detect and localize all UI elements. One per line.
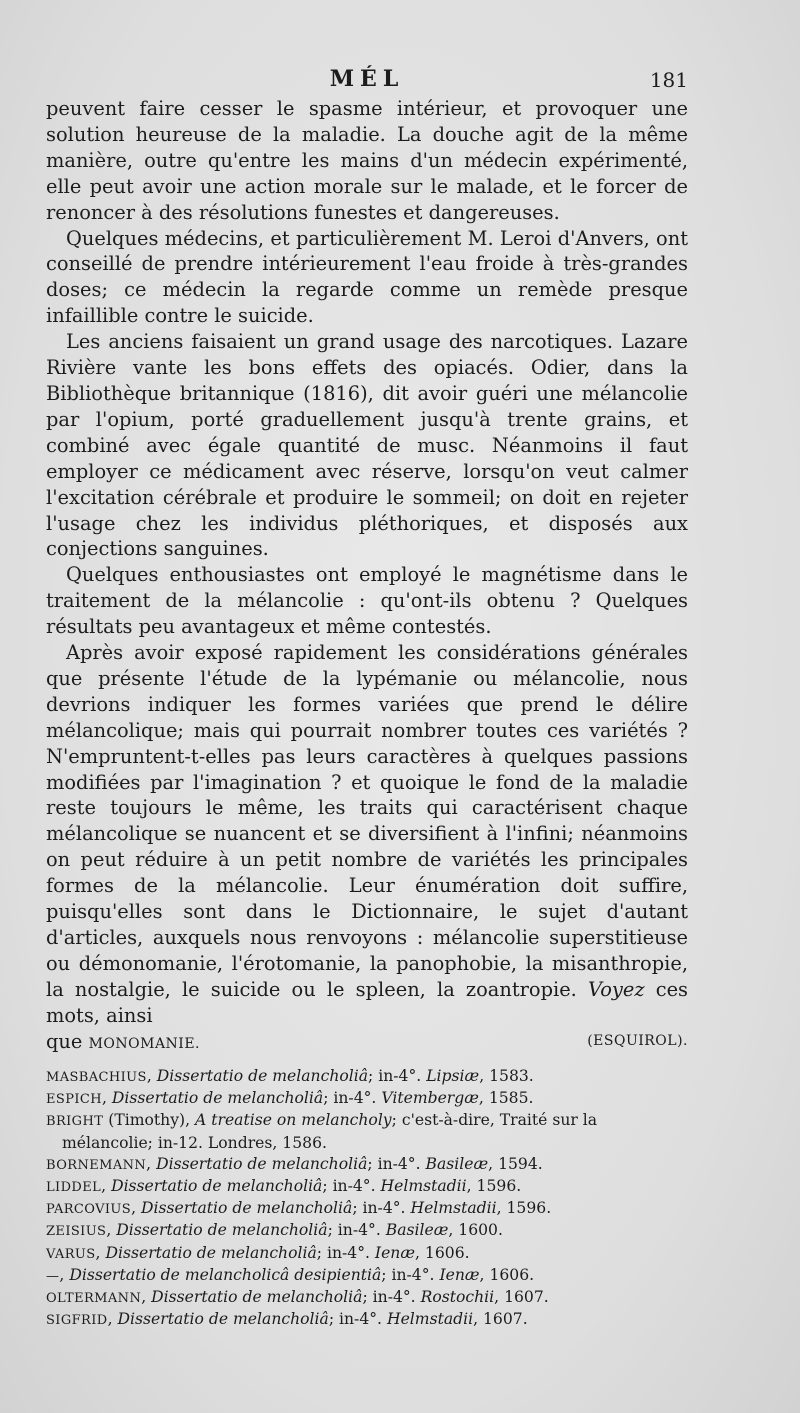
bib-title: Dissertatio de melancholicâ desipientiâ: [69, 1265, 382, 1284]
ces-mots: ces mots, ainsi: [46, 977, 688, 1027]
bib-year: , 1607.: [494, 1288, 549, 1307]
bib-format: ; in-4°.: [316, 1243, 370, 1262]
bib-author: BORNEMANN: [46, 1157, 147, 1173]
bib-author: MASBACHIUS: [46, 1070, 147, 1085]
bib-format: ; in-4°.: [323, 1089, 377, 1108]
bib-year: , 1607.: [473, 1310, 528, 1329]
bibliography-entry: LIDDEL, Dissertatio de melancholiâ; in-4°. Helmstadii, 1596.: [46, 1177, 522, 1196]
bibliography-entry: SIGFRID, Dissertatio de melancholiâ; in-4°. Helmstadii, 1607.: [46, 1310, 528, 1329]
bib-author: SIGFRID: [46, 1313, 108, 1329]
bib-author: ESPICH: [46, 1092, 102, 1108]
bib-format: ; in-4°.: [328, 1310, 382, 1329]
bib-place: Basileæ: [385, 1221, 449, 1240]
bib-format: ; in-4°.: [322, 1177, 376, 1196]
bib-author: PARCOVIUS: [46, 1202, 132, 1218]
bib-title: Dissertatio de melancholiâ: [116, 1221, 328, 1240]
bibliography-entry: [46, 1110, 688, 1153]
bib-place: Vitembergæ: [381, 1089, 479, 1108]
bib-year: , 1583.: [479, 1067, 534, 1085]
bibliography-entry: ESPICH, Dissertatio de melancholiâ; in-4°. Vitembergæ, 1585.: [46, 1089, 534, 1108]
bibliography-entry: MASBACHIUS, Dissertatio de melancholiâ; in-4°. Lipsiæ, 1583.: [46, 1067, 534, 1085]
bib-format: ; in-4°.: [352, 1199, 406, 1218]
bib-title: Dissertatio de melancholiâ: [105, 1243, 317, 1262]
bibliography-entry: BORNEMANN, Dissertatio de melancholiâ; in-4°. Basileæ, 1594.: [46, 1154, 543, 1173]
paragraph-narcotics: Les anciens faisaient un grand usage des narcotiques. Lazare Rivière vante les bons effets des opiacés. Odier, dans la Bibliothèque britannique (1816), dit avoir guéri une mélancolie par l'opium, porté graduellement jusqu'à trente grains, et combiné avec égale quantité de musc. Néanmoins il faut employer ce médicament avec réserve, lorsqu'on veut calmer l'excitation cérébrale et produire le sommeil; on doit en rejeter l'usage chez les individus pléthoriques, et disposés aux conjections sanguines.: [46, 330, 688, 561]
voyez-word: Voyez: [588, 977, 645, 1001]
bib-format: ; in-4°.: [327, 1221, 381, 1240]
bib-title: Dissertatio de melancholiâ: [141, 1199, 353, 1218]
page-number: 181: [649, 68, 688, 92]
bibliography-entry: OLTERMANN, Dissertatio de melancholiâ; in-4°. Rostochii, 1607.: [46, 1288, 549, 1307]
bib-format: ; in-4°.: [381, 1265, 435, 1284]
paragraph-continuation: peuvent faire cesser le spasme intérieur, et provoquer une solution heureuse de la maladie. La douche agit de la même manière, outre qu'entre les mains d'un médecin expérimenté, elle peut avoir une action morale sur le malade, et le forcer de renoncer à des résolutions funestes et dangereuses.: [46, 97, 688, 224]
running-head: MÉL: [329, 66, 405, 92]
bib-title: Dissertatio de melancholiâ: [156, 1154, 368, 1173]
cross-reference: [46, 1029, 200, 1058]
bib-title: Dissertatio de melancholiâ: [156, 1067, 369, 1085]
bib-place: Rostochii: [420, 1288, 495, 1307]
paragraph-cold-water: Quelques médecins, et particulièrement M. Leroi d'Anvers, ont conseillé de prendre intérieurement l'eau froide à très-grandes doses; ce médecin la regarde comme un remède presque infaillible contre le suicide.: [46, 226, 688, 328]
bib-title: Dissertatio de melancholiâ: [111, 1177, 323, 1196]
bib-year: , 1606.: [415, 1243, 470, 1262]
bib-format: ; in-4°.: [368, 1067, 422, 1085]
bib-author: LIDDEL: [46, 1180, 102, 1196]
bibliography: [46, 1066, 688, 1331]
bib-year: , 1586.: [272, 1133, 327, 1152]
bibliography-entry: PARCOVIUS, Dissertatio de melancholiâ; in-4°. Helmstadii, 1596.: [46, 1199, 552, 1218]
bib-place: Ienæ: [374, 1243, 416, 1262]
bib-year: , 1600.: [448, 1221, 503, 1240]
bib-year: , 1585.: [478, 1089, 534, 1108]
paragraph-varieties-text: Après avoir exposé rapidement les considérations générales que présente l'étude de la lypémanie ou mélancolie, nous devrions indiquer les formes variées que prend le délire mélancolique; mais qui pourrait nombrer toutes ces variétés ? N'empruntent-t-elles pas leurs caractères à quelques passions modifiées par l'imagination ? et quoique le fond de la maladie reste toujours le même, les traits qui caractérisent chaque mélancolique se nuancent et se diversifient à l'infini; néanmoins on peut réduire à un petit nombre de variétés les principales formes de la mélancolie. Leur énumération doit suffire, puisqu'elles sont dans le Dictionnaire, le sujet d'autant d'articles, auxquels nous renvoyons : mélancolie superstitieuse ou démonomanie, l'érotomanie, la panophobie, la misanthropie, la nostalgie, le suicide ou le spleen, la zoantropie.: [46, 641, 688, 1001]
bib-title: Dissertatio de melancholiâ: [117, 1310, 329, 1329]
author-signature: (ESQUIROL).: [587, 1032, 688, 1049]
bib-place: Helmstadii: [410, 1199, 497, 1218]
bib-author: VARUS: [46, 1246, 96, 1262]
bib-year: , 1606.: [479, 1265, 535, 1284]
bib-place: Ienæ: [439, 1265, 480, 1284]
bib-title: Dissertatio de melancholiâ: [111, 1089, 324, 1108]
bib-place: Lipsiæ: [426, 1067, 480, 1085]
monomanie-reference: MONOMANIE.: [88, 1035, 200, 1052]
que-word: que: [46, 1029, 83, 1053]
bib-place: Basileæ: [425, 1154, 489, 1173]
bib-author: BRIGHT: [46, 1114, 104, 1130]
bib-author-extra: (Timothy),: [103, 1111, 191, 1130]
bib-place: Helmstadii: [386, 1310, 474, 1329]
bibliography-entry: VARUS, Dissertatio de melancholiâ; in-4°. Ienæ, 1606.: [46, 1243, 470, 1262]
bib-format: ; in-4°.: [362, 1288, 416, 1307]
bib-place: Helmstadii: [380, 1177, 467, 1196]
bibliography-entry: —, Dissertatio de melancholicâ desipientiâ; in-4°. Ienæ, 1606.: [46, 1265, 535, 1284]
signature-line: [46, 1029, 688, 1058]
bib-author: OLTERMANN: [46, 1291, 142, 1307]
bib-year: , 1596.: [496, 1199, 552, 1218]
bib-author: —: [46, 1268, 60, 1284]
bib-format: ; in-4°.: [367, 1154, 421, 1173]
paragraph-magnetism: Quelques enthousiastes ont employé le magnétisme dans le traitement de la mélancolie : qu'ont-ils obtenu ? Quelques résultats peu avantageux et même contestés.: [46, 563, 688, 639]
bib-title: Dissertatio de melancholiâ: [151, 1288, 363, 1307]
body-text: [46, 96, 688, 1058]
paragraph-varieties: [46, 640, 688, 1029]
bib-author: ZEISIUS: [46, 1224, 107, 1240]
bib-year: , 1594.: [488, 1154, 543, 1173]
bib-title: A treatise on melancholy: [195, 1111, 392, 1130]
bibliography-entry: ZEISIUS, Dissertatio de melancholiâ; in-4°. Basileæ, 1600.: [46, 1221, 503, 1240]
bib-format: ; c'est-à-dire, Traité sur la mélancolie; in-12. Londres: [62, 1111, 598, 1152]
page-header: [46, 66, 688, 96]
bib-year: , 1596.: [466, 1177, 522, 1196]
